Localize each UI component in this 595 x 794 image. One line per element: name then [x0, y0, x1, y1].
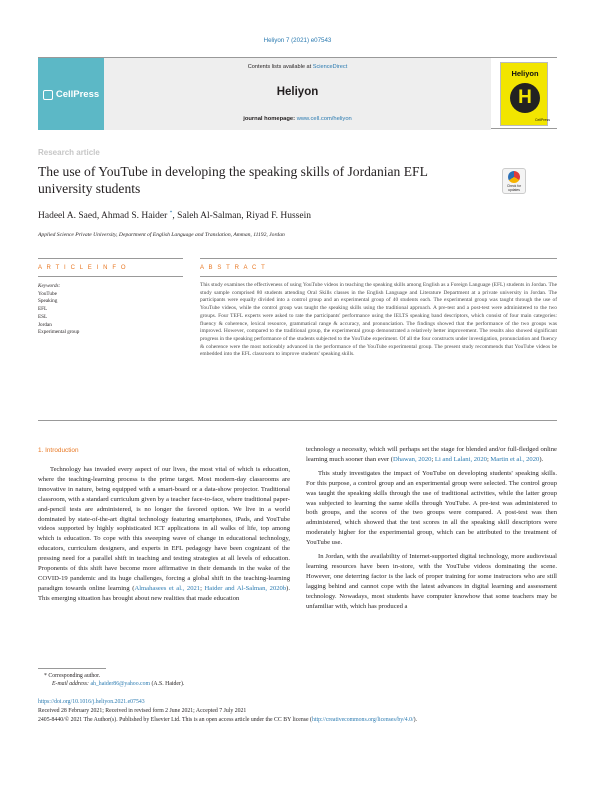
keyword: Speaking [38, 298, 58, 305]
authors: Hadeel A. Saed, Ahmad S. Haider *, Saleh Al-Salman, Riyad F. Hussein [38, 210, 311, 222]
keyword: YouTube [38, 290, 57, 297]
body-column-right [306, 445, 557, 612]
keyword: EFL [38, 306, 48, 313]
cover-h-icon: H [510, 83, 540, 113]
crossmark-label: Check for updates [506, 184, 522, 192]
divider [200, 276, 557, 277]
abstract-heading: A B S T R A C T [200, 265, 267, 271]
email-link[interactable]: ah_haider86@yahoo.com [90, 681, 151, 687]
citation-link[interactable]: Martin et al., 2020 [490, 455, 540, 463]
divider [200, 258, 557, 259]
paragraph: This study investigates the impact of YouTube on developing students' speaking skills. For this purpose, a control group and an experimental group were selected. The control group was taught the speaking skills through the use of traditional activities, while the latter group was subjected to learning the same skills through YouTube. A pre-test was administered to both groups, and the scores of the two groups were compared. A post-test was then administered, which showed that the test scores in all the speaking skill descriptors were moderately higher for the experimental group, which can be attributed to the treatment of YouTube use. [306, 469, 557, 547]
journal-header [38, 57, 557, 129]
section-label: Research article [38, 148, 100, 157]
header-center [104, 58, 491, 130]
homepage-link[interactable]: www.cell.com/heliyon [296, 116, 352, 122]
paragraph: Technology has invaded every aspect of our lives, the most vital of which is education, where the teaching-learning process is the prime target. Most modern-day classrooms are innovative in nature, being equipped with a smart-board or a data-show projector. Traditional classroom, with a standard curriculum given by a teacher face-to-face, where traditional paper-and-pencil tests are administered, is no longer the favored option. We live in a world dominated by state-of-the-art digital technology featuring smartphones, iPads, and YouTube videos supported by highly sophisticated ICT applications in all walks of life, top among which is education. To cope with this sweeping wave of change in educational technology, educators, curriculum designers, and experts in EFL pedagogy have been cognizant of the pressing need for a parallel shift in teaching and testing strategies at all levels of education. Proponents of this shift have become more affirmative in their demands in the wake of the COVID-19 pandemic and its huge challenges, forcing a global shift in the teaching-learning paradigm towards online learning (Almahasees et al., 2021; Haider and Al-Salman, 2020b). This emerging situation has brought about new realities that made education [38, 466, 290, 602]
cover-foot: CellPress [535, 118, 550, 122]
corresponding-mark[interactable]: * [169, 210, 173, 216]
doi-link[interactable]: https://doi.org/10.1016/j.heliyon.2021.e07543 [38, 699, 145, 705]
email-line: E-mail address: ah_haider86@yahoo.com (A.S. Haider). [52, 681, 185, 687]
citation-link[interactable]: Haider and Al-Salman, 2020b [204, 584, 287, 592]
citation-link[interactable]: Li and Lalani, 2020 [434, 455, 487, 463]
keyword: Experimental group [38, 329, 80, 336]
keywords-heading: Keywords: [38, 283, 61, 289]
paragraph: technology a necessity, which will perhaps set the stage for blended and/or full-fledged online learning much sooner than ever (Dhawan, 2020; Li and Lalani, 2020; Martin et al., 2020). [306, 446, 557, 463]
cellpress-icon [43, 90, 53, 100]
license-line: 2405-8440/© 2021 The Author(s). Published by Elsevier Ltd. This is an open access article under the CC BY license (http://creativecommons.org/licenses/by/4.0/). [38, 717, 418, 723]
paragraph: In Jordan, with the availability of Internet-supported digital technology, more audiovisual learning resources have been in-store, with the YouTube videos dominating the scene. However, one deterring factor is the lack of proper training for some instructors who are still lagging behind and cannot cope with the latest advances in digital learning and assessment technology. Nowadays, most students have computer knowhow that some teachers may be unfamiliar with, which has produced a [306, 553, 557, 610]
journal-title: Heliyon [276, 86, 319, 98]
corresponding-author-note: * Corresponding author. [44, 673, 101, 679]
cellpress-logo-text: CellPress [55, 88, 100, 100]
footnote-divider [38, 668, 106, 669]
divider [38, 258, 183, 259]
keyword: ESL [38, 313, 48, 320]
abstract-text: This study examines the effectiveness of using YouTube videos in teaching the speaking skills among English as a Foreign Language (EFL) students in Jordan. The study sample comprised 80 students attending Oral Skills classes in the English Language and Literature Department at a private university in Jordan. The participants were equally divided into a control group and an experimental group of 40 students each. The experimental group was taught through the use of YouTube videos, while the control group was taught the speaking skills using the traditional approach. A pre-test and a post-test were administered to the two groups. Four TEFL experts were asked to rate the participants' performance using the IELTS speaking band descriptors, which consist of four main categories: fluency & coherence, lexical resource, grammatical range & accuracy, and pronunciation. The findings showed that the performance of the two groups was improved. However, compared to the traditional group, the experimental group demonstrated a relatively better improvement. The results also showed significant progress in the speaking performance of the students subjected to the YouTube experiment. Of all the four constructs under investigation, pronunciation and fluency & coherence were the most noticeably advanced in the performance of the YouTube experimental group. The present study recommends that YouTube videos be embedded into the EFL classroom to improve students' speaking skills. [200, 282, 557, 358]
journal-reference[interactable]: Heliyon 7 (2021) e07543 [263, 37, 332, 44]
homepage-line: journal homepage: www.cell.com/heliyon [243, 116, 352, 122]
received-dates: Received 28 February 2021; Received in revised form 2 June 2021; Accepted 7 July 2021 [38, 708, 247, 714]
contents-line: Contents lists available at ScienceDirect [247, 64, 348, 70]
crossmark-badge[interactable] [502, 168, 526, 194]
license-link[interactable]: http://creativecommons.org/licenses/by/4.0/ [311, 717, 414, 723]
journal-cover[interactable] [500, 62, 548, 126]
affiliation: Applied Science Private University, Department of English Language and Translation, Amman, 11192, Jordan [38, 232, 285, 238]
cellpress-logo[interactable] [38, 58, 104, 130]
cover-title: Heliyon [511, 69, 539, 78]
body-column-left [38, 465, 290, 604]
article-title: The use of YouTube in developing the speaking skills of Jordanian EFL university students [38, 164, 428, 196]
citation-link[interactable]: Almahasees et al., 2021 [134, 584, 201, 592]
article-info-heading: A R T I C L E I N F O [38, 265, 128, 271]
citation-link[interactable]: Dhawan, 2020 [392, 455, 432, 463]
section-heading-introduction: 1. Introduction [38, 447, 79, 454]
divider [38, 420, 557, 421]
crossmark-icon [508, 171, 520, 183]
keywords-list [38, 283, 79, 337]
sciencedirect-link[interactable]: ScienceDirect [312, 64, 348, 70]
divider [38, 276, 183, 277]
keyword: Jordan [38, 321, 52, 328]
